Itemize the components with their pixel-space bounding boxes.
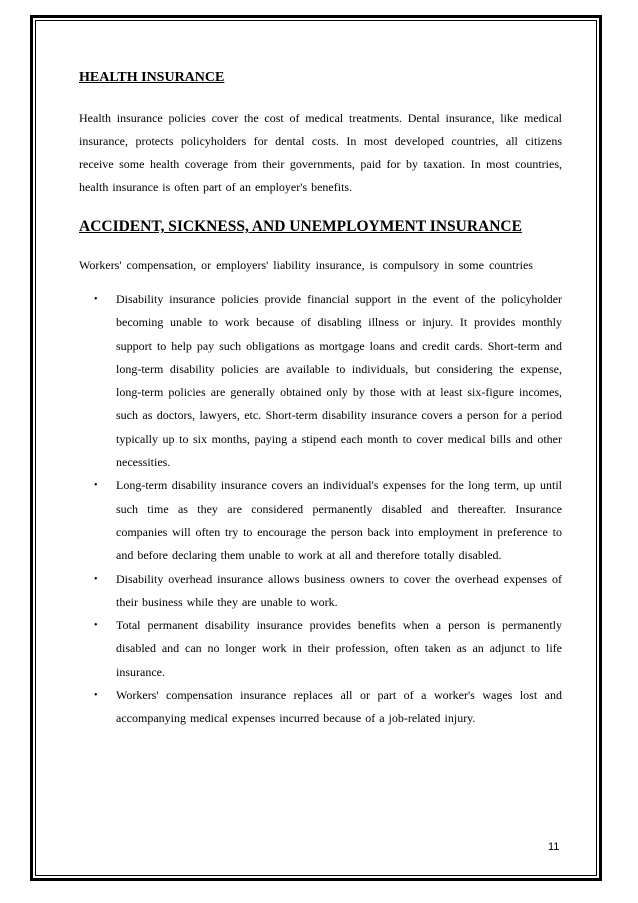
list-item [79,614,562,684]
list-item [79,568,562,615]
list-item [79,474,562,567]
list-item-text: Disability overhead insurance allows business owners to cover the overhead expenses of their business while they are unable to work. [116,571,562,609]
bullet-icon: • [94,573,98,585]
health-insurance-heading: HEALTH INSURANCE [79,70,225,85]
list-item-text: Workers' compensation insurance replaces all or part of a worker's wages lost and accompanying medical expenses incurred because of a job-related injury. [116,688,562,726]
bullet-icon: • [94,294,98,305]
workers-compensation-lead: Workers' compensation, or employers' liability insurance, is compulsory in some countries [79,258,533,272]
list-item [79,684,562,731]
health-insurance-paragraph: Health insurance policies cover the cost of medical treatments. Dental insurance, like medical insurance, protects policyholders for dental costs. In most developed countries, all citizens receive some health coverage from their governments, paid for by taxation. In most countries, health insurance is often part of an employer's benefits. [79,111,562,194]
bullet-icon: • [94,620,98,632]
page-content [79,69,562,731]
list-item-text: Total permanent disability insurance provides benefits when a person is permanently disabled and can no longer work in their profession, often taken as an adjunct to life insurance. [116,618,562,679]
page-number: 11 [548,841,560,853]
insurance-bullet-list [79,288,562,731]
bullet-icon: • [94,690,98,702]
bullet-icon: • [94,480,98,492]
list-item-text: Long-term disability insurance covers an individual's expenses for the long term, up until such time as they are considered permanently disabled and thereafter. Insurance companies will often try to encourage the person back into employment in preference to and before declaring them unable to work at all and therefore totally disabled. [116,478,562,563]
list-item [79,288,562,474]
list-item-text: Disability insurance policies provide financial support in the event of the policyholder becoming unable to work because of disabling illness or injury. It provides monthly support to help pay such obligations as mortgage loans and credit cards. Short-term and long-term disability policies are available to individuals, but considering the expense, long-term policies are generally obtained only by those with at least six-figure incomes, such as doctors, lawyers, etc. Short-term disability insurance covers a person for a period typically up to six months, paying a stipend each month to cover medical bills and other necessities. [116,292,562,470]
accident-insurance-heading: ACCIDENT, SICKNESS, AND UNEMPLOYMENT INSURANCE [79,218,522,235]
